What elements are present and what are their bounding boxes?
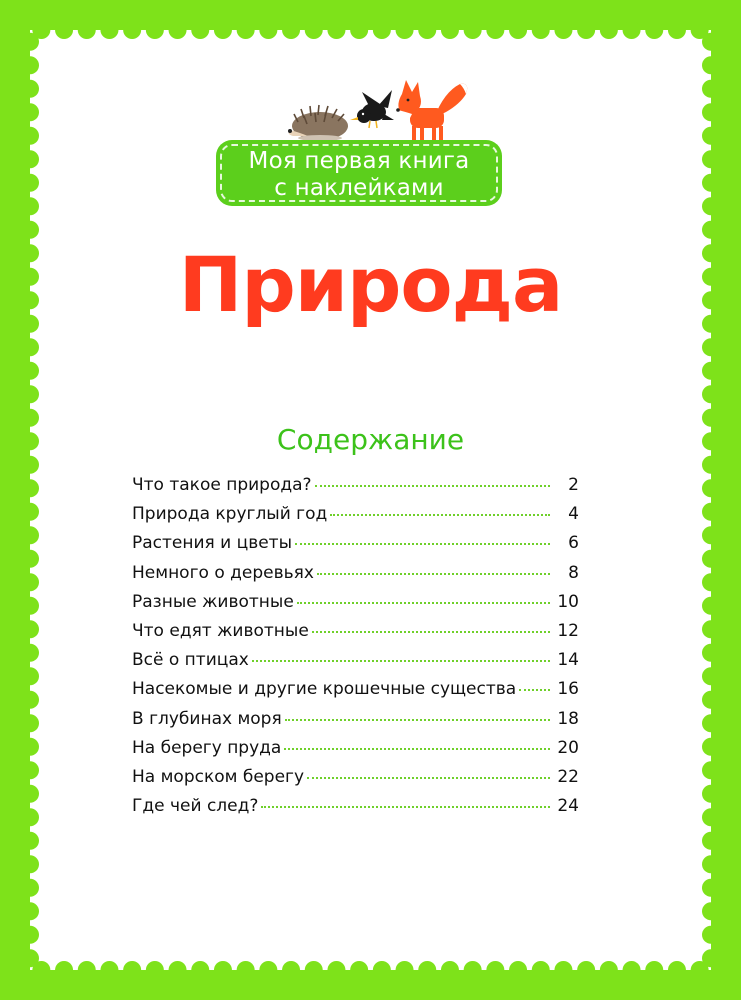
toc-leader-dots bbox=[307, 777, 550, 779]
toc-entry-title: Что едят животные bbox=[132, 620, 309, 641]
toc-entry-title: В глубинах моря bbox=[132, 708, 282, 729]
toc-entry[interactable] bbox=[132, 621, 579, 650]
toc-leader-dots bbox=[519, 689, 550, 691]
toc-entry-title: Разные животные bbox=[132, 591, 294, 612]
toc-entry[interactable] bbox=[132, 504, 579, 533]
toc-entry-title: На морском берегу bbox=[132, 766, 305, 787]
series-badge-line-1: Моя первая книга bbox=[248, 148, 470, 174]
hedgehog-icon bbox=[288, 105, 348, 141]
toc-entry-title: Растения и цветы bbox=[132, 533, 292, 554]
toc-entry[interactable] bbox=[132, 767, 579, 796]
toc-entry-title: На берегу пруда bbox=[132, 737, 282, 758]
toc-leader-dots bbox=[330, 514, 550, 516]
toc-entry-page: 16 bbox=[557, 679, 579, 700]
toc-entry-page: 18 bbox=[557, 708, 579, 729]
toc-entry[interactable] bbox=[132, 679, 579, 708]
toc-entry-title: Немного о деревьях bbox=[132, 562, 314, 583]
toc-entry-page: 24 bbox=[557, 796, 579, 817]
toc-leader-dots bbox=[295, 543, 550, 545]
book-title: Природа bbox=[178, 240, 563, 329]
animal-illustration bbox=[284, 78, 474, 142]
toc-leader-dots bbox=[312, 631, 550, 633]
bird-icon bbox=[350, 90, 394, 128]
toc-leader-dots bbox=[252, 660, 550, 662]
toc-entry[interactable] bbox=[132, 738, 579, 767]
toc-entry-page: 6 bbox=[568, 533, 579, 554]
fox-icon bbox=[396, 80, 467, 140]
toc-leader-dots bbox=[297, 602, 550, 604]
toc-entry-title: Всё о птицах bbox=[132, 650, 249, 671]
toc-entry-page: 10 bbox=[557, 591, 579, 612]
toc-entry-title: Где чей след? bbox=[132, 796, 259, 817]
toc-leader-dots bbox=[285, 719, 550, 721]
series-badge-line-2: с наклейками bbox=[274, 175, 444, 201]
toc-entry-page: 20 bbox=[557, 737, 579, 758]
toc-entry-page: 8 bbox=[568, 562, 579, 583]
table-of-contents bbox=[132, 475, 579, 825]
toc-entry-title: Насекомые и другие крошечные существа bbox=[132, 679, 517, 700]
toc-entry-page: 4 bbox=[568, 504, 579, 525]
toc-entry[interactable] bbox=[132, 709, 579, 738]
toc-entry-page: 22 bbox=[557, 766, 579, 787]
toc-entry-title: Природа круглый год bbox=[132, 504, 328, 525]
toc-entry[interactable] bbox=[132, 650, 579, 679]
toc-entry[interactable] bbox=[132, 592, 579, 621]
toc-entry-page: 14 bbox=[557, 650, 579, 671]
toc-entry-page: 12 bbox=[557, 620, 579, 641]
toc-entry[interactable] bbox=[132, 533, 579, 562]
toc-leader-dots bbox=[317, 573, 550, 575]
toc-entry-page: 2 bbox=[568, 475, 579, 495]
contents-heading: Содержание bbox=[276, 423, 465, 456]
toc-entry[interactable] bbox=[132, 563, 579, 592]
toc-leader-dots bbox=[315, 485, 550, 487]
toc-entry[interactable] bbox=[132, 475, 579, 504]
toc-leader-dots bbox=[284, 748, 550, 750]
toc-entry-title: Что такое природа? bbox=[132, 475, 312, 495]
toc-leader-dots bbox=[261, 806, 550, 808]
toc-entry[interactable] bbox=[132, 796, 579, 825]
series-badge bbox=[216, 140, 502, 206]
